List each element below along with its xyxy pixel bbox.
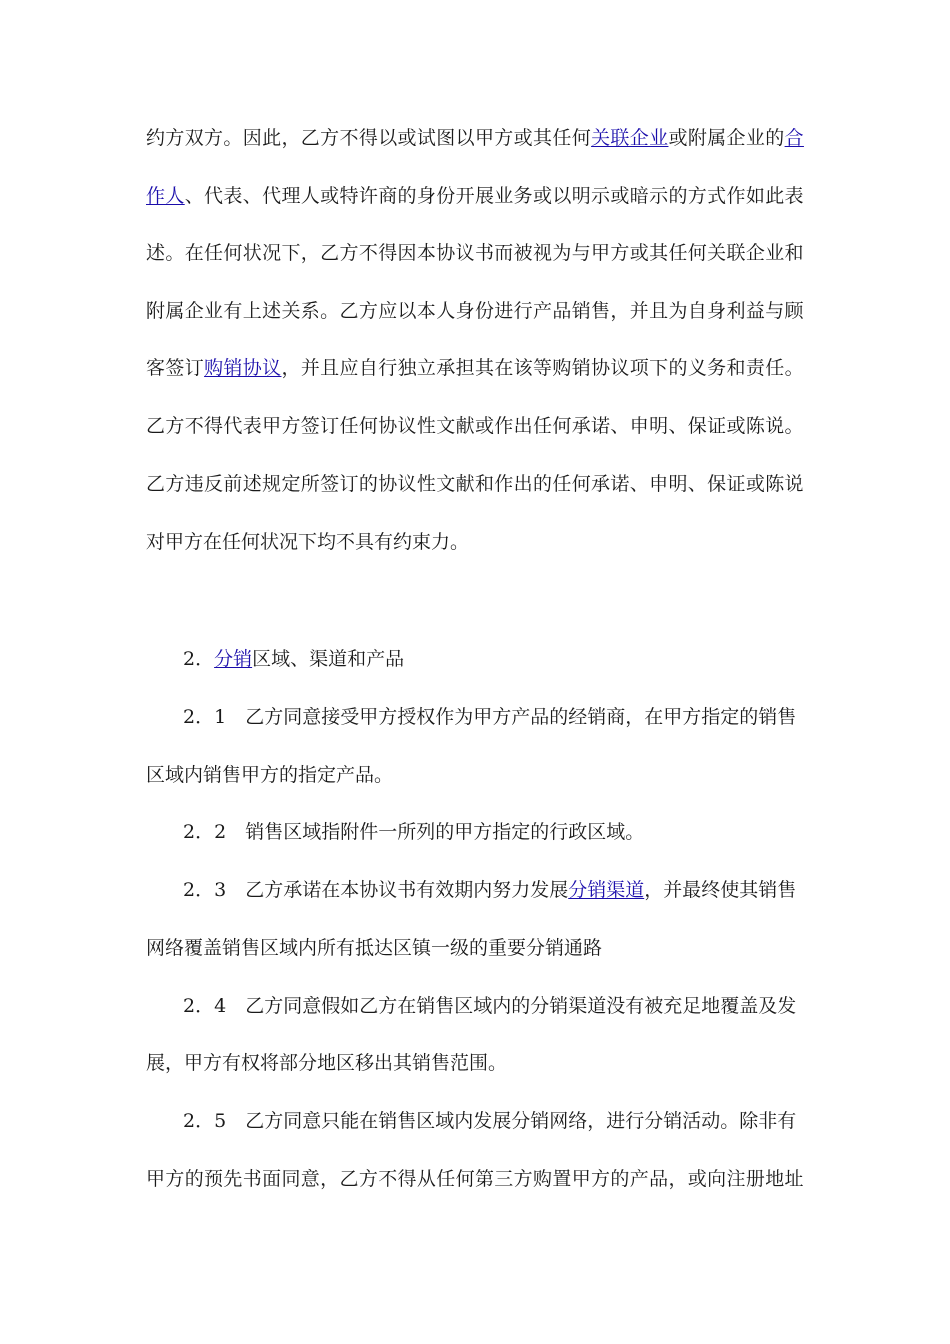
link-distribution-channel[interactable]: 分销渠道 xyxy=(568,879,645,901)
clause-line xyxy=(183,820,644,844)
paragraph-line: 对甲方在任何状况下均不具有约束力。 xyxy=(146,531,470,553)
text-span: ，并且应自行独立承担其在该等购销协议项下的义务和责任。 xyxy=(281,357,804,379)
clause-line xyxy=(183,994,796,1018)
text-span: 、代表、代理人或特许商的身份开展业务或以明示或暗示的方式作如此表 xyxy=(184,185,804,207)
clause-line: 区域内销售甲方的指定产品。 xyxy=(146,764,394,786)
paragraph-line xyxy=(146,184,804,208)
text-span: 约方双方。因此，乙方不得以或试图以甲方或其任何 xyxy=(146,127,592,149)
section-heading xyxy=(183,647,404,671)
clause-line: 甲方的预先书面同意，乙方不得从任何第三方购置甲方的产品，或向注册地址 xyxy=(146,1168,804,1190)
clause-number: 2．4 xyxy=(183,995,227,1017)
clause-text: 销售区域指附件一所列的甲方指定的行政区域。 xyxy=(245,821,645,843)
clause-line xyxy=(183,878,796,902)
paragraph-line: 乙方不得代表甲方签订任何协议性文献或作出任何承诺、申明、保证或陈说。 xyxy=(146,415,804,437)
clause-line: 展，甲方有权将部分地区移出其销售范围。 xyxy=(146,1052,508,1074)
link-purchase-agreement[interactable]: 购销协议 xyxy=(204,357,282,379)
clause-text: 乙方同意假如乙方在销售区域内的分销渠道没有被充足地覆盖及发 xyxy=(245,995,797,1017)
link-related-enterprise[interactable]: 关联企业 xyxy=(591,127,669,149)
clause-line xyxy=(183,1109,796,1133)
link-partner-end[interactable]: 作人 xyxy=(146,185,185,207)
clause-line: 网络覆盖销售区域内所有抵达区镇一级的重要分销通路 xyxy=(146,937,603,959)
paragraph-line: 附属企业有上述关系。乙方应以本人身份进行产品销售，并且为自身利益与顾 xyxy=(146,300,804,322)
section-title: 区域、渠道和产品 xyxy=(252,648,405,670)
link-distribution[interactable]: 分销 xyxy=(214,648,253,670)
clause-number: 2．1 xyxy=(183,706,227,728)
text-span: 客签订 xyxy=(146,357,205,379)
paragraph-line xyxy=(146,356,804,380)
paragraph-line: 乙方违反前述规定所签订的协议性文献和作出的任何承诺、申明、保证或陈说 xyxy=(146,473,804,495)
clause-line xyxy=(183,705,796,729)
paragraph-line: 述。在任何状况下，乙方不得因本协议书而被视为与甲方或其任何关联企业和 xyxy=(146,242,804,264)
clause-number: 2．5 xyxy=(183,1110,227,1132)
paragraph-line xyxy=(146,126,804,150)
clause-number: 2．2 xyxy=(183,821,227,843)
clause-text: ，并最终使其销售 xyxy=(644,879,797,901)
clause-text: 乙方承诺在本协议书有效期内努力发展 xyxy=(245,879,569,901)
clause-number: 2．3 xyxy=(183,879,227,901)
text-span: 或附属企业的 xyxy=(668,127,785,149)
section-number: 2． xyxy=(183,648,215,670)
clause-text: 乙方同意接受甲方授权作为甲方产品的经销商，在甲方指定的销售 xyxy=(245,706,797,728)
link-partner-start[interactable]: 合 xyxy=(784,127,804,149)
clause-text: 乙方同意只能在销售区域内发展分销网络，进行分销活动。除非有 xyxy=(245,1110,797,1132)
